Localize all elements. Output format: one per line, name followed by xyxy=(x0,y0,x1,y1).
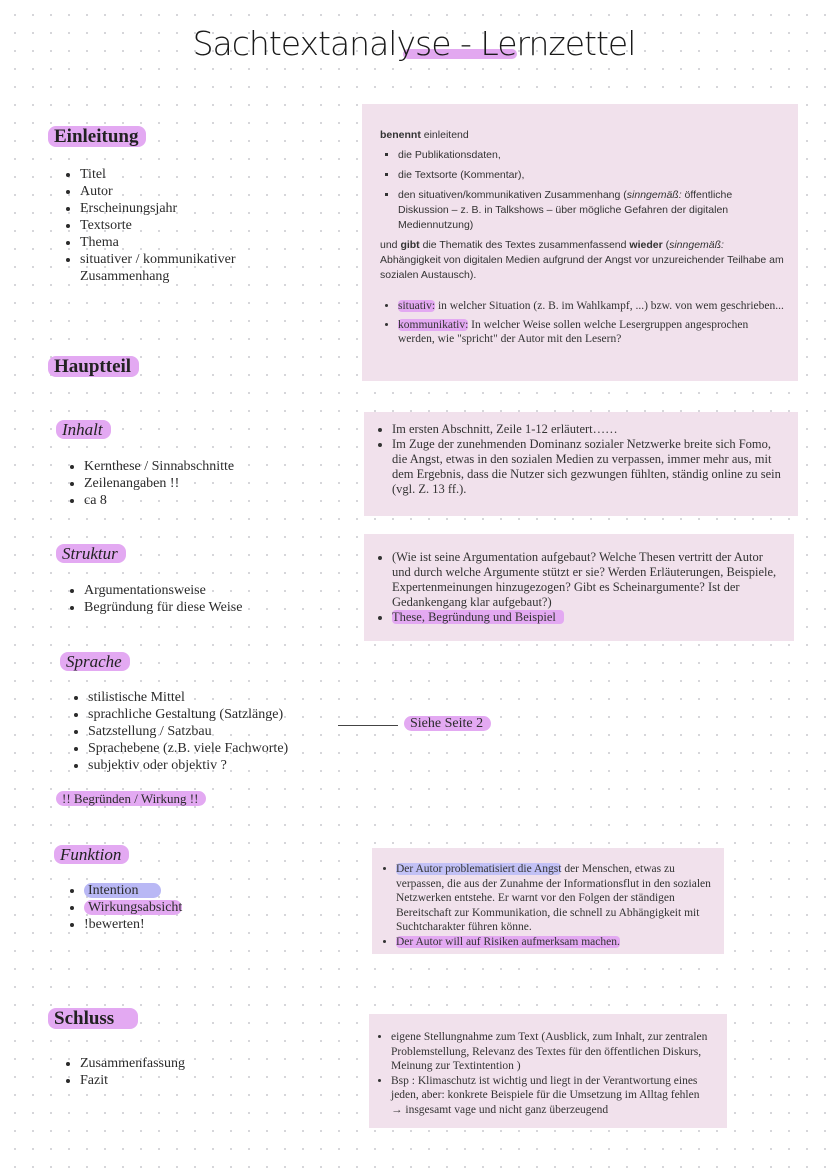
list-item: • ca 8 xyxy=(84,492,324,509)
list-item: • Begründung für diese Weise xyxy=(84,599,344,616)
list-item: ▪ die Textsorte (Kommentar), xyxy=(398,168,784,183)
list-item: ▪ die Publikationsdaten, xyxy=(398,148,784,163)
box-paragraph: und gibt die Thematik des Textes zusammenfassend wieder (sinngemäß: Abhängigkeit von digitalen Medien aufgrund der Angst vor unzureichender Teilhabe am sozialen Austausch). xyxy=(380,239,784,281)
list-item: • Zusammenfassung xyxy=(80,1055,320,1072)
list-item: • stilistische Mittel xyxy=(88,689,348,706)
list-item: • Textsorte xyxy=(80,217,320,234)
page-title: Sachtextanalyse - Lernzettel xyxy=(192,24,636,63)
einleitung-box xyxy=(362,104,798,381)
list-item: • Titel xyxy=(80,166,320,183)
sprache-list xyxy=(68,689,348,774)
einleitung-list xyxy=(60,166,320,285)
list-item: • Satzstellung / Satzbau xyxy=(88,723,348,740)
funktion-list xyxy=(64,882,324,933)
list-item: • Fazit xyxy=(80,1072,320,1089)
heading-funktion: Funktion xyxy=(54,845,129,865)
list-item: • Der Autor problematisiert die Angst der Menschen, etwas zu verpassen, die aus der Zunahme der Informationsflut in den sozialen Netzwerken entstehe. Er warnt vor den Folgen der ständigen Bereitschaft zur Kommunikation, die schnell zu Abhängigkeit mit Suchtcharakter führen könne. xyxy=(396,862,712,935)
list-item: • Wirkungsabsicht xyxy=(84,899,324,916)
heading-sprache: Sprache xyxy=(60,652,130,672)
list-item: • Intention xyxy=(84,882,324,899)
box-list xyxy=(380,148,784,233)
list-item: ▪ den situativen/kommunikativen Zusammenhang (sinngemäß: öffentliche Diskussion – z. B. in Talkshows – über mögliche Gefahren der digitalen Mediennutzung) xyxy=(398,188,784,233)
siehe-seite-link: Siehe Seite 2 xyxy=(404,716,491,732)
list-item: • eigene Stellungnahme zum Text (Ausblick, zum Inhalt, zur zentralen Problemstellung, Relevanz des Textes für den öffentlichen Diskurs, Meinung zur Textintention ) xyxy=(391,1030,713,1074)
list-item: • situativ: in welcher Situation (z. B. im Wahlkampf, ...) bzw. von wem geschrieben... xyxy=(398,299,784,313)
heading-einleitung: Einleitung xyxy=(48,126,146,148)
schluss-list xyxy=(60,1055,320,1089)
heading-hauptteil: Hauptteil xyxy=(48,356,139,378)
list-item: • situativer / kommunikativer Zusammenhang xyxy=(80,251,320,285)
list-item: • Im ersten Abschnitt, Zeile 1-12 erläutert…… xyxy=(392,422,784,437)
list-item: • These, Begründung und Beispiel xyxy=(392,610,780,625)
struktur-list xyxy=(64,582,344,616)
box-intro: benennt einleitend xyxy=(380,129,469,141)
heading-inhalt: Inhalt xyxy=(56,420,111,440)
inhalt-box xyxy=(364,412,798,516)
list-item: • Bsp : Klimaschutz ist wichtig und liegt in der Verantwortung eines jeden, aber: konkrete Beispiele für die Umsetzung im Alltag fehlen → insgesamt vage und nicht ganz überzeugend xyxy=(391,1074,713,1118)
list-item: • Zeilenangaben !! xyxy=(84,475,324,492)
list-item: • Autor xyxy=(80,183,320,200)
list-item: • Sprachebene (z.B. viele Fachworte) xyxy=(88,740,348,757)
list-item: • Kernthese / Sinnabschnitte xyxy=(84,458,324,475)
list-item: • kommunikativ: In welcher Weise sollen welche Lesergruppen angesprochen werden, wie "spricht" der Autor mit den Lesern? xyxy=(398,318,784,346)
schluss-box xyxy=(369,1014,727,1128)
struktur-box xyxy=(364,534,794,641)
heading-struktur: Struktur xyxy=(56,544,126,564)
heading-schluss: Schluss xyxy=(48,1008,138,1030)
list-item: • subjektiv oder objektiv ? xyxy=(88,757,348,774)
connector-line xyxy=(338,725,398,726)
list-item: • !bewerten! xyxy=(84,916,324,933)
list-item: • Der Autor will auf Risiken aufmerksam machen. xyxy=(396,935,712,950)
list-item: • (Wie ist seine Argumentation aufgebaut? Welche Thesen vertritt der Autor und durch welche Argumente stützt er sie? Werden Erläuterungen, Beispiele, Expertenmeinungen hinzugezogen? Gibt es Scheinargumente? Ist der Gedankengang klar aufgebaut?) xyxy=(392,550,780,610)
list-item: • Argumentationsweise xyxy=(84,582,344,599)
sprache-note: !! Begründen / Wirkung !! xyxy=(56,791,206,807)
list-item: • Thema xyxy=(80,234,320,251)
list-item: • Erscheinungsjahr xyxy=(80,200,320,217)
funktion-box xyxy=(372,848,724,954)
list-item: • sprachliche Gestaltung (Satzlänge) xyxy=(88,706,348,723)
inhalt-list xyxy=(64,458,324,509)
list-item: • Im Zuge der zunehmenden Dominanz sozialer Netzwerke breite sich Fomo, die Angst, etwas in den sozialen Medien zu verpassen, immer mehr aus, mit dem Ergebnis, dass die Nutzer sich gezwungen fühlten, ständig online zu sein (vgl. Z. 13 ff.). xyxy=(392,437,784,497)
